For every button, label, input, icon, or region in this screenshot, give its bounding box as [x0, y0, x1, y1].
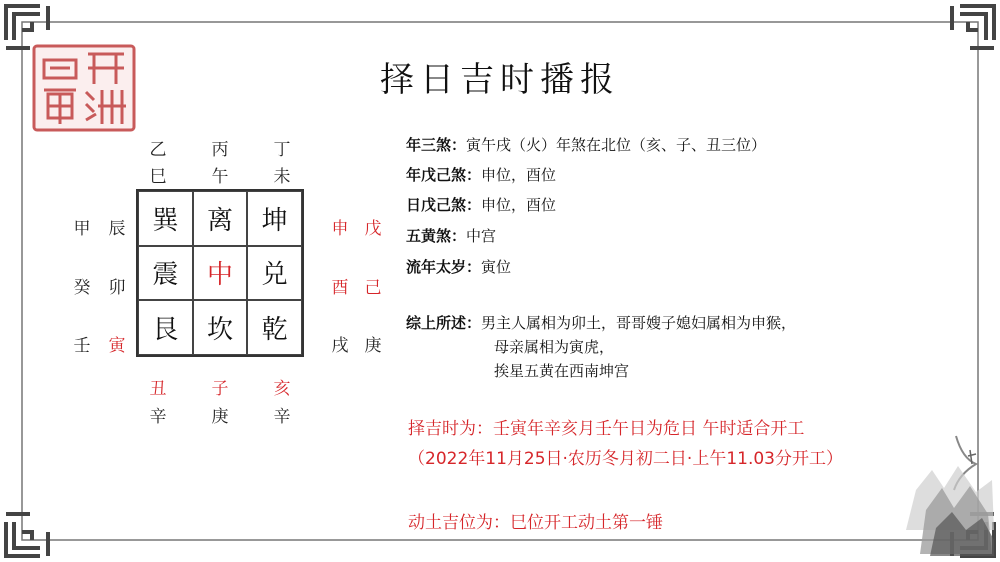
- info-line-4: [406, 225, 496, 246]
- bottom-branch-3: 亥: [273, 379, 291, 399]
- left-stem-3: 壬: [73, 336, 91, 356]
- bottom-stem-2: 庚: [211, 407, 229, 427]
- page-title: 择日吉时播报: [380, 60, 620, 100]
- left-branch-2: 卯: [108, 278, 126, 298]
- bottom-stem-3: 辛: [273, 407, 291, 427]
- info-label: 流年太岁：: [406, 258, 482, 276]
- right-stem-1: 戊: [364, 219, 382, 239]
- left-branch-1: 辰: [108, 219, 126, 239]
- right-branch-1: 申: [331, 219, 349, 239]
- info-label: 日戊己煞：: [406, 196, 482, 214]
- bottom-branch-2: 子: [211, 379, 229, 399]
- right-branch-2: 酉: [331, 278, 349, 298]
- seal-logo: [32, 44, 136, 132]
- info-text: 申位，酉位: [481, 196, 557, 214]
- info-line-1: [406, 134, 766, 155]
- trigram-xun: 巽: [138, 191, 193, 246]
- right-stem-2: 己: [364, 278, 382, 298]
- selection-line-1: 择吉时为：壬寅年辛亥月壬午日为危日 午时适合开工: [408, 419, 805, 439]
- top-stem-1: 乙: [149, 140, 167, 160]
- right-stem-3: 庚: [364, 336, 382, 356]
- info-text: 寅午戌（火）年煞在北位（亥、子、丑三位）: [466, 136, 767, 154]
- info-line-5: [406, 256, 511, 277]
- summary-line-1: [406, 312, 796, 333]
- top-branch-2: 午: [211, 167, 229, 187]
- left-branch-3: 寅: [108, 336, 126, 356]
- summary-text-1: 男主人属相为卯土，哥哥嫂子媳妇属相为申猴，: [481, 314, 797, 332]
- trigram-dui: 兑: [247, 246, 302, 301]
- right-branch-3: 戌: [331, 336, 349, 356]
- info-line-3: [406, 194, 556, 215]
- info-label: 年三煞：: [406, 136, 467, 154]
- trigram-zhen: 震: [138, 246, 193, 301]
- bottom-branch-1: 丑: [149, 379, 167, 399]
- trigram-qian: 乾: [247, 300, 302, 355]
- info-text: 中宫: [466, 227, 497, 245]
- trigram-kan: 坎: [193, 300, 248, 355]
- info-line-2: [406, 164, 556, 185]
- info-text: 申位，酉位: [481, 166, 557, 184]
- trigram-li: 离: [193, 191, 248, 246]
- top-stem-3: 丁: [273, 140, 291, 160]
- left-stem-1: 甲: [73, 219, 91, 239]
- ink-landscape-decoration: [896, 430, 996, 558]
- summary-text-3: 挨星五黄在西南坤宫: [494, 362, 630, 380]
- info-text: 寅位: [481, 258, 512, 276]
- info-label: 年戊己煞：: [406, 166, 482, 184]
- selection-line-3: 动土吉位为：巳位开工动土第一锤: [408, 513, 663, 533]
- top-branch-3: 未: [273, 167, 291, 187]
- top-branch-1: 巳: [149, 167, 167, 187]
- bottom-stem-1: 辛: [149, 407, 167, 427]
- trigram-kun: 坤: [247, 191, 302, 246]
- summary-label: 综上所述：: [406, 314, 482, 332]
- info-label: 五黄煞：: [406, 227, 467, 245]
- bagua-grid: [136, 189, 304, 357]
- trigram-center: 中: [193, 246, 248, 301]
- summary-text-2: 母亲属相为寅虎，: [494, 338, 615, 356]
- trigram-gen: 艮: [138, 300, 193, 355]
- left-stem-2: 癸: [73, 278, 91, 298]
- top-stem-2: 丙: [211, 140, 229, 160]
- selection-line-2: （2022年11月25日·农历冬月初二日·上午11.03分开工）: [408, 449, 844, 469]
